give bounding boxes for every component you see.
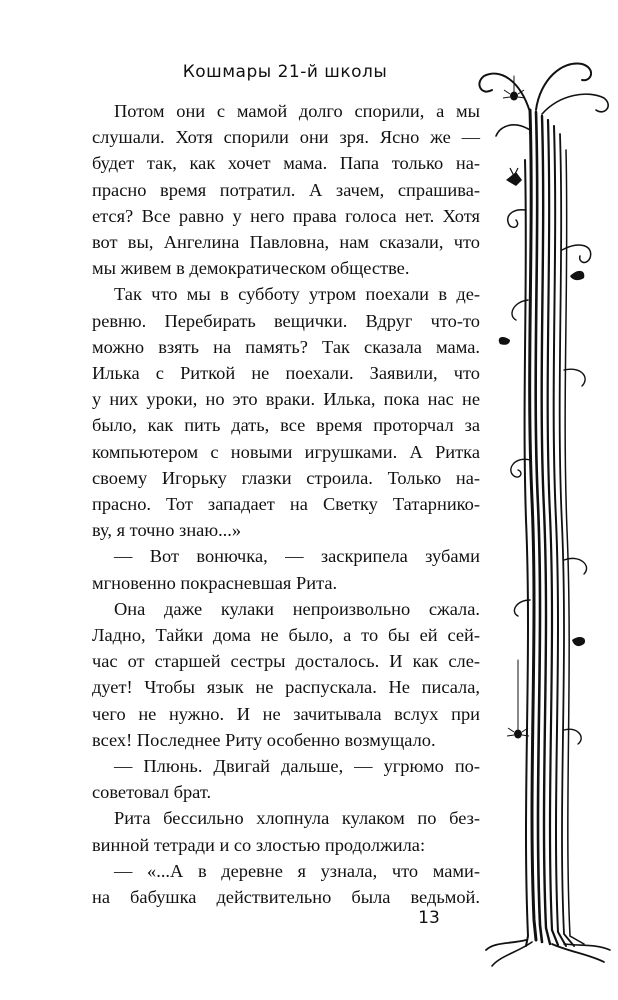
- paragraph: [92, 805, 480, 857]
- vine-ornament: [470, 40, 618, 1000]
- text-line: ву, я точно знаю...»: [92, 520, 242, 541]
- text-line: час от старшей сестры досталось. И как сле-: [92, 651, 480, 672]
- body-text: [92, 98, 480, 910]
- text-line: прасно время потратил. А зачем, спрашива-: [92, 179, 480, 200]
- text-line: вот вы, Ангелина Павловна, нам сказали, что: [92, 232, 480, 253]
- text-line: на бабушка действительно была ведьмой.: [92, 887, 480, 908]
- text-line: своему Игорьку глазки строила. Только на-: [92, 467, 480, 488]
- text-line: будет так, как хочет мама. Папа только на-: [92, 153, 480, 174]
- text-line: — Вот вонючка, — заскрипела зубами: [114, 546, 480, 567]
- text-line: ревню. Перебирать вещички. Вдруг что-то: [92, 310, 480, 331]
- text-line: прасно. Тот западает на Светку Татарнико-: [92, 494, 480, 515]
- page-number: 13: [418, 908, 440, 928]
- text-line: Ладно, Тайки дома не было, а то бы ей сей-: [92, 625, 480, 646]
- paragraph: [92, 596, 480, 753]
- text-line: Так что мы в субботу утром поехали в де-: [114, 284, 480, 305]
- text-line: Потом они с мамой долго спорили, а мы: [114, 101, 480, 121]
- text-line: у них уроки, но это враки. Илька, пока нас не: [92, 389, 480, 410]
- text-line: дует! Чтобы язык не распускала. Не писала,: [92, 677, 480, 698]
- text-line: всех! Последнее Риту особенно возмущало.: [92, 729, 436, 750]
- paragraph: [92, 543, 480, 595]
- text-line: мы живем в демократическом обществе.: [92, 258, 410, 279]
- text-line: чего не нужно. И не зачитывала вслух при: [92, 703, 480, 724]
- text-line: ется? Все равно у него права голоса нет. Хотя: [92, 205, 480, 226]
- paragraph: [92, 98, 480, 281]
- text-line: советовал брат.: [92, 782, 212, 803]
- text-line: Рита бессильно хлопнула кулаком по без-: [114, 808, 480, 829]
- paragraph: [92, 858, 480, 910]
- text-line: — Плюнь. Двигай дальше, — угрюмо по-: [114, 756, 480, 777]
- paragraph: [92, 281, 480, 543]
- text-line: слушали. Хотя спорили они зря. Ясно же —: [92, 127, 480, 148]
- text-line: компьютером с новыми игрушками. А Ритка: [92, 441, 480, 462]
- text-line: Она даже кулаки непроизвольно сжала.: [114, 598, 480, 619]
- text-line: мгновенно покрасневшая Рита.: [92, 572, 338, 593]
- running-head: Кошмары 21-й школы: [182, 62, 388, 82]
- text-line: Илька с Риткой не поехали. Заявили, что: [92, 363, 480, 384]
- text-line: — «...А в деревне я узнала, что мами-: [114, 860, 480, 881]
- text-line: винной тетради и со злостью продолжила:: [92, 834, 426, 855]
- text-line: можно взять на память? Так сказала мама.: [92, 336, 480, 357]
- text-line: было, как пить дать, все время проторчал за: [92, 415, 480, 436]
- paragraph: [92, 753, 480, 805]
